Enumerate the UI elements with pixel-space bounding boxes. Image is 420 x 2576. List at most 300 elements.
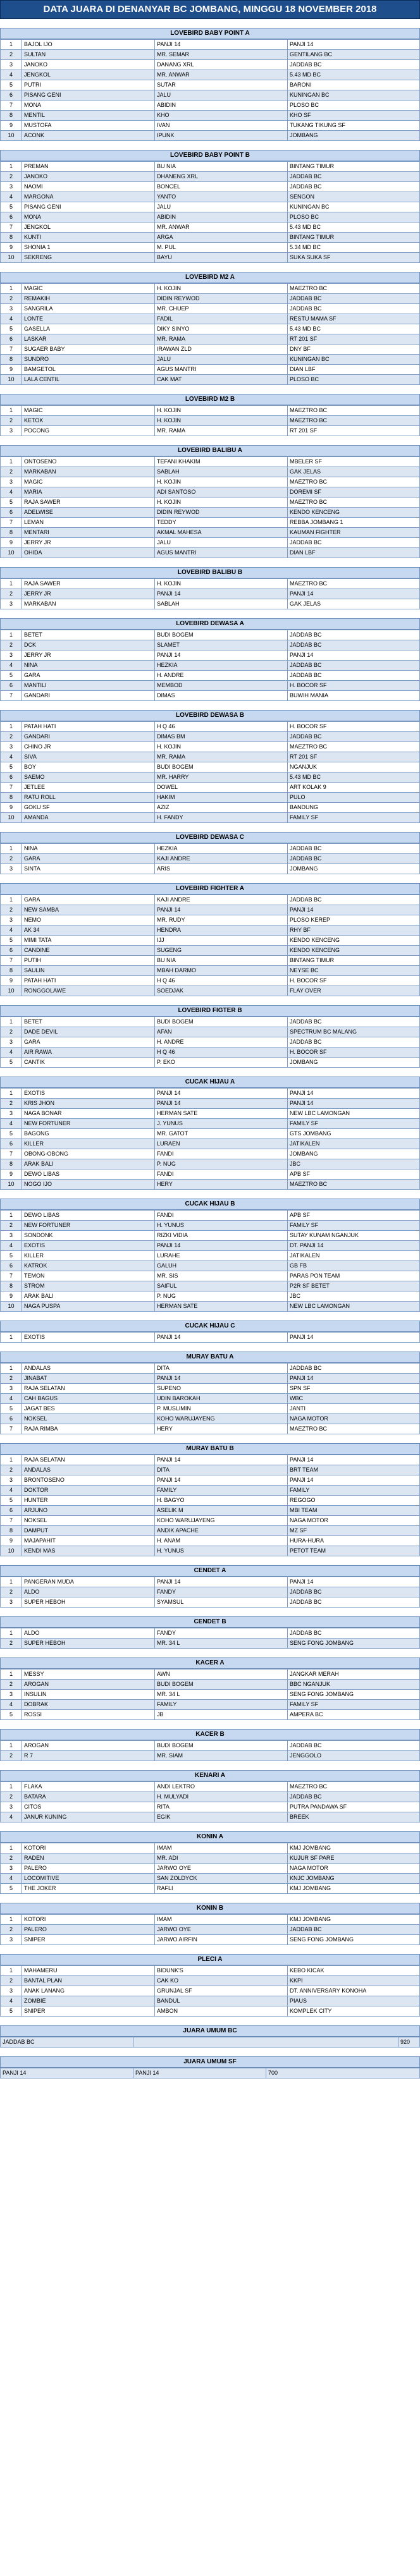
club-cell: KOMPLEK CITY: [288, 2006, 420, 2017]
bird-name-cell: HUNTER: [22, 1496, 155, 1506]
table-row: [1, 284, 420, 294]
table-row: [1, 1782, 420, 1792]
bird-name-cell: JERRY JR: [22, 538, 155, 548]
rank-cell: 8: [1, 966, 22, 976]
rank-cell: 4: [1, 1486, 22, 1496]
results-table: [0, 161, 420, 263]
results-table: [0, 843, 420, 874]
club-cell: SPN SF: [288, 1384, 420, 1394]
table-row: [1, 1271, 420, 1281]
club-cell: JADDAB BC: [288, 1587, 420, 1597]
results-table: [0, 1332, 420, 1343]
bird-name-cell: DADE DEVIL: [22, 1027, 155, 1037]
rank-cell: 9: [1, 803, 22, 813]
rank-cell: 3: [1, 1986, 22, 1996]
bird-name-cell: BATARA: [22, 1792, 155, 1802]
owner-cell: PANJI 14: [155, 1374, 288, 1384]
table-row: [1, 182, 420, 192]
points-cell: 920: [398, 2037, 420, 2048]
table-row: [1, 783, 420, 793]
table-row: [1, 1169, 420, 1180]
table-row: [1, 223, 420, 233]
club-cell: JOMBANG: [288, 131, 420, 141]
club-cell: KMJ JOMBANG: [288, 1915, 420, 1925]
rank-cell: 3: [1, 1384, 22, 1394]
club-cell: BINTANG TIMUR: [288, 162, 420, 172]
results-table: [0, 1016, 420, 1068]
bird-name-cell: MAGIC: [22, 406, 155, 416]
table-row: [1, 1180, 420, 1190]
club-cell: DIAN LBF: [288, 365, 420, 375]
table-row: [1, 1027, 420, 1037]
section-title: LOVEBIRD M2 A: [0, 272, 420, 283]
owner-cell: SLAMET: [155, 640, 288, 650]
rank-cell: 1: [1, 40, 22, 50]
club-cell: NEYSE BC: [288, 966, 420, 976]
rank-cell: 5: [1, 202, 22, 212]
bird-name-cell: PATAH HATI: [22, 722, 155, 732]
table-row: [1, 966, 420, 976]
owner-cell: BUDI BOGEM: [155, 630, 288, 640]
club-cell: SENGON: [288, 192, 420, 202]
club-cell: BINTANG TIMUR: [288, 233, 420, 243]
rank-cell: 8: [1, 1281, 22, 1291]
owner-cell: DITA: [155, 1364, 288, 1374]
club-cell: FAMILY: [288, 1486, 420, 1496]
table-row: [1, 1976, 420, 1986]
bird-name-cell: NAGA PUSPA: [22, 1302, 155, 1312]
results-table: [0, 1914, 420, 1945]
bird-name-cell: KRIS JHON: [22, 1099, 155, 1109]
bird-name-cell: AROGAN: [22, 1741, 155, 1751]
results-table: [0, 1781, 420, 1822]
rank-cell: 10: [1, 1546, 22, 1556]
rank-cell: 5: [1, 671, 22, 681]
table-row: [1, 2006, 420, 2017]
owner-cell: HEZKIA: [155, 661, 288, 671]
table-row: [1, 1915, 420, 1925]
club-cell: JADDAB BC: [288, 732, 420, 742]
bird-name-cell: SNIPER: [22, 2006, 155, 2017]
bird-name-cell: GANDARI: [22, 691, 155, 701]
section-title: KACER A: [0, 1657, 420, 1669]
rank-cell: 1: [1, 1843, 22, 1853]
table-row: [1, 131, 420, 141]
table-row: [1, 661, 420, 671]
bird-name-cell: JINABAT: [22, 1374, 155, 1384]
owner-cell: IVAN: [155, 121, 288, 131]
owner-cell: DIKY SINYO: [155, 324, 288, 334]
owner-cell: TEFANI KHAKIM: [155, 457, 288, 467]
club-cell: AMPERA BC: [288, 1710, 420, 1720]
club-cell: PANJI 14: [288, 650, 420, 661]
results-table: [0, 405, 420, 436]
rank-cell: 3: [1, 1690, 22, 1700]
table-row: [1, 691, 420, 701]
rank-cell: 1: [1, 457, 22, 467]
results-table: [0, 1210, 420, 1312]
rank-cell: 3: [1, 477, 22, 487]
club-cell: PANJI 14: [288, 1475, 420, 1486]
section-title: LOVEBIRD DEWASA A: [0, 618, 420, 630]
rank-cell: 7: [1, 1424, 22, 1434]
results-section: [0, 883, 420, 996]
table-row: [1, 1986, 420, 1996]
owner-cell: FAMILY: [155, 1486, 288, 1496]
owner-cell: ASELIK M: [155, 1506, 288, 1516]
owner-cell: H. BAGYO: [155, 1496, 288, 1506]
table-row: [1, 681, 420, 691]
bird-name-cell: MARGONA: [22, 192, 155, 202]
results-section: [0, 1657, 420, 1720]
bird-name-cell: DEWO LIBAS: [22, 1169, 155, 1180]
table-row: [1, 212, 420, 223]
table-row: [1, 599, 420, 609]
bird-name-cell: JENGKOL: [22, 223, 155, 233]
club-cell: KUNINGAN BC: [288, 202, 420, 212]
section-title: CUCAK HIJAU C: [0, 1321, 420, 1332]
table-row: [1, 1792, 420, 1802]
rank-cell: 1: [1, 284, 22, 294]
table-row: [1, 1261, 420, 1271]
owner-cell: HAKIM: [155, 793, 288, 803]
table-row: [1, 1874, 420, 1884]
table-row: [1, 1089, 420, 1099]
club-cell: JATIKALEN: [288, 1139, 420, 1149]
bird-name-cell: SAULIN: [22, 966, 155, 976]
team-cell: JADDAB BC: [1, 2037, 133, 2048]
owner-cell: RITA: [155, 1802, 288, 1812]
table-row: [1, 1109, 420, 1119]
table-row: [1, 1690, 420, 1700]
table-row: [1, 345, 420, 355]
club-cell: MAEZTRO BC: [288, 497, 420, 508]
club-cell: MAEZTRO BC: [288, 416, 420, 426]
bird-name-cell: ARAK BALI: [22, 1159, 155, 1169]
table-row: [1, 630, 420, 640]
club-cell: JADDAB BC: [288, 661, 420, 671]
table-row: [1, 1639, 420, 1649]
owner-cell: KHO: [155, 111, 288, 121]
table-row: [1, 1884, 420, 1894]
table-row: [1, 294, 420, 304]
rank-cell: 6: [1, 1139, 22, 1149]
bird-name-cell: GOKU SF: [22, 803, 155, 813]
rank-cell: 5: [1, 1129, 22, 1139]
table-row: [1, 1812, 420, 1822]
section-title: MURAY BATU B: [0, 1443, 420, 1455]
bird-name-cell: SEKRENG: [22, 253, 155, 263]
bird-name-cell: LALA CENTIL: [22, 375, 155, 385]
rank-cell: 4: [1, 1874, 22, 1884]
table-row: [1, 233, 420, 243]
rank-cell: 3: [1, 1231, 22, 1241]
table-row: [1, 375, 420, 385]
table-row: [1, 986, 420, 996]
bird-name-cell: ZOMBIE: [22, 1996, 155, 2006]
bird-name-cell: JAGAT BES: [22, 1404, 155, 1414]
bird-name-cell: DOBRAK: [22, 1700, 155, 1710]
section-title: CUCAK HIJAU A: [0, 1077, 420, 1088]
bird-name-cell: NAGA BONAR: [22, 1109, 155, 1119]
club-cell: JANTI: [288, 1404, 420, 1414]
owner-cell: MR. SIS: [155, 1271, 288, 1281]
bird-name-cell: RAJA SAWER: [22, 497, 155, 508]
rank-cell: 9: [1, 1291, 22, 1302]
section-title: KENARI A: [0, 1770, 420, 1781]
owner-cell: PANJI 14: [155, 905, 288, 915]
section-title: LOVEBIRD FIGTER B: [0, 1005, 420, 1016]
owner-cell: H. KOJIN: [155, 406, 288, 416]
club-cell: HURA-HURA: [288, 1536, 420, 1546]
rank-cell: 6: [1, 212, 22, 223]
bird-name-cell: INSULIN: [22, 1690, 155, 1700]
club-cell: PETOT TEAM: [288, 1546, 420, 1556]
results-table: [0, 1455, 420, 1556]
results-table: [0, 39, 420, 141]
bird-name-cell: ADELWISE: [22, 508, 155, 518]
club-cell: KAUMAN FIGHTER: [288, 528, 420, 538]
bird-name-cell: PREMAN: [22, 162, 155, 172]
bird-name-cell: PALERO: [22, 1925, 155, 1935]
table-row: [1, 579, 420, 589]
rank-cell: 2: [1, 1853, 22, 1864]
club-cell: BREEK: [288, 1812, 420, 1822]
rank-cell: 3: [1, 599, 22, 609]
rank-cell: 6: [1, 772, 22, 783]
results-section: [0, 1199, 420, 1312]
table-row: [1, 162, 420, 172]
bird-name-cell: NEW SAMBA: [22, 905, 155, 915]
owner-cell: RIZKI VIDIA: [155, 1231, 288, 1241]
rank-cell: 4: [1, 487, 22, 497]
owner-cell: FANDI: [155, 1211, 288, 1221]
overall-sf-table: [0, 2068, 420, 2079]
rank-cell: 4: [1, 70, 22, 80]
club-cell: DT. ANNIVERSARY KONOHA: [288, 1986, 420, 1996]
owner-cell: IJJ: [155, 936, 288, 946]
table-row: [1, 365, 420, 375]
club-cell: 5.43 MD BC: [288, 772, 420, 783]
results-section: [0, 445, 420, 558]
owner-cell: H. YUNUS: [155, 1221, 288, 1231]
bird-name-cell: GARA: [22, 895, 155, 905]
table-row: [1, 1017, 420, 1027]
rank-cell: 4: [1, 1812, 22, 1822]
bird-name-cell: KENDI MAS: [22, 1546, 155, 1556]
club-cell: KENDO KENCENG: [288, 936, 420, 946]
owner-cell: SUPENO: [155, 1384, 288, 1394]
owner-cell: DITA: [155, 1465, 288, 1475]
owner-cell: MR. HARRY: [155, 772, 288, 783]
table-row: [1, 905, 420, 915]
bird-name-cell: SHONIA 1: [22, 243, 155, 253]
bird-name-cell: NEW FORTUNER: [22, 1119, 155, 1129]
club-cell: MBELER SF: [288, 457, 420, 467]
club-cell: SENG FONG JOMBANG: [288, 1690, 420, 1700]
owner-cell: ABIDIN: [155, 212, 288, 223]
bird-name-cell: CITOS: [22, 1802, 155, 1812]
table-row: [1, 936, 420, 946]
rank-cell: 1: [1, 1455, 22, 1465]
owner-cell: PANJI 14: [155, 1455, 288, 1465]
rank-cell: 3: [1, 304, 22, 314]
club-cell: KEBO KICAK: [288, 1966, 420, 1976]
bird-name-cell: JETLEE: [22, 783, 155, 793]
owner-cell: H. KOJIN: [155, 477, 288, 487]
rank-cell: 7: [1, 345, 22, 355]
owner-cell: H Q 46: [155, 1047, 288, 1058]
table-row: [1, 80, 420, 90]
table-row: [1, 172, 420, 182]
club-cell: JADDAB BC: [288, 60, 420, 70]
rank-cell: 10: [1, 986, 22, 996]
results-section: [0, 1729, 420, 1761]
bird-name-cell: MARIA: [22, 487, 155, 497]
club-cell: KUJUR SF PARE: [288, 1853, 420, 1864]
table-row: [1, 1241, 420, 1251]
table-row: [1, 946, 420, 956]
section-title: LOVEBIRD M2 B: [0, 394, 420, 405]
club-cell: KHO SF: [288, 111, 420, 121]
bird-name-cell: AMANDA: [22, 813, 155, 823]
rank-cell: 6: [1, 946, 22, 956]
bird-name-cell: MIMI TATA: [22, 936, 155, 946]
table-row: [1, 1455, 420, 1465]
rank-cell: 10: [1, 1302, 22, 1312]
bird-name-cell: ROSSI: [22, 1710, 155, 1720]
club-cell: BRT TEAM: [288, 1465, 420, 1475]
owner-cell: H. MULYADI: [155, 1792, 288, 1802]
table-row: [1, 864, 420, 874]
table-row: [1, 1710, 420, 1720]
owner-cell: HERMAN SATE: [155, 1302, 288, 1312]
bird-name-cell: REMAKIH: [22, 294, 155, 304]
owner-cell: J. YUNUS: [155, 1119, 288, 1129]
rank-cell: 2: [1, 640, 22, 650]
bird-name-cell: GARA: [22, 1037, 155, 1047]
table-row: [1, 1374, 420, 1384]
bird-name-cell: SINTA: [22, 864, 155, 874]
bird-name-cell: NINA: [22, 844, 155, 854]
club-cell: MBI TEAM: [288, 1506, 420, 1516]
bird-name-cell: KILLER: [22, 1251, 155, 1261]
rank-cell: 2: [1, 1751, 22, 1761]
bird-name-cell: R 7: [22, 1751, 155, 1761]
table-row: [1, 1384, 420, 1394]
table-row: [1, 1486, 420, 1496]
results-table: [0, 456, 420, 558]
club-cell: 5.43 MD BC: [288, 223, 420, 233]
table-row: [1, 1231, 420, 1241]
rank-cell: 1: [1, 1211, 22, 1221]
rank-cell: 7: [1, 1516, 22, 1526]
rank-cell: 3: [1, 1037, 22, 1047]
table-row: [1, 976, 420, 986]
rank-cell: 2: [1, 1792, 22, 1802]
bird-name-cell: ANDALAS: [22, 1364, 155, 1374]
table-row: [1, 1058, 420, 1068]
club-cell: KNJC JOMBANG: [288, 1874, 420, 1884]
owner-cell: YANTO: [155, 192, 288, 202]
owner-cell: SUTAR: [155, 80, 288, 90]
table-row: [1, 1465, 420, 1475]
rank-cell: 9: [1, 1169, 22, 1180]
bird-name-cell: ANDALAS: [22, 1465, 155, 1475]
table-row: [1, 1139, 420, 1149]
club-cell: MAEZTRO BC: [288, 477, 420, 487]
rank-cell: 4: [1, 1119, 22, 1129]
bird-name-cell: MENTIL: [22, 111, 155, 121]
club-cell: JADDAB BC: [288, 182, 420, 192]
section-title: CENDET B: [0, 1616, 420, 1628]
rank-cell: 3: [1, 60, 22, 70]
table-row: [1, 1291, 420, 1302]
overall-bc-table: [0, 2037, 420, 2048]
bird-name-cell: BRONTOSENO: [22, 1475, 155, 1486]
owner-cell: MR. SIAM: [155, 1751, 288, 1761]
table-row: [1, 121, 420, 131]
table-row: [1, 1700, 420, 1710]
bird-name-cell: AK 34: [22, 925, 155, 936]
club-cell: H. BOCOR SF: [288, 722, 420, 732]
club-cell: JADDAB BC: [288, 304, 420, 314]
table-row: [1, 1996, 420, 2006]
club-cell: PANJI 14: [288, 1577, 420, 1587]
bird-name-cell: BANTAL PLAN: [22, 1976, 155, 1986]
club-cell: JADDAB BC: [288, 844, 420, 854]
club-cell: NGANJUK: [288, 762, 420, 772]
owner-cell: DIDIN REYWOD: [155, 294, 288, 304]
table-row: [1, 548, 420, 558]
results-section: [0, 567, 420, 609]
results-table: [0, 1843, 420, 1894]
rank-cell: 2: [1, 732, 22, 742]
rank-cell: 3: [1, 915, 22, 925]
club-cell: APB SF: [288, 1169, 420, 1180]
owner-cell: RAFLI: [155, 1884, 288, 1894]
rank-cell: 2: [1, 294, 22, 304]
club-cell: SPECTRUM BC MALANG: [288, 1027, 420, 1037]
table-row: [1, 1966, 420, 1976]
owner-cell: DHANENG XRL: [155, 172, 288, 182]
rank-cell: 5: [1, 80, 22, 90]
table-row: [1, 101, 420, 111]
bird-name-cell: SUPER HEBOH: [22, 1639, 155, 1649]
owner-cell: BONCEL: [155, 182, 288, 192]
results-table: [0, 1628, 420, 1649]
club-cell: PUTRA PANDAWA SF: [288, 1802, 420, 1812]
rank-cell: 7: [1, 1149, 22, 1159]
bird-name-cell: FLAKA: [22, 1782, 155, 1792]
table-row: [1, 589, 420, 599]
bird-name-cell: MAJAPAHIT: [22, 1536, 155, 1546]
bird-name-cell: MAGIC: [22, 284, 155, 294]
owner-cell: EGIK: [155, 1812, 288, 1822]
rank-cell: 1: [1, 1364, 22, 1374]
table-row: [1, 497, 420, 508]
table-row: [1, 793, 420, 803]
owner-cell: SOEDJAK: [155, 986, 288, 996]
owner-cell: FANDI: [155, 1149, 288, 1159]
rank-cell: 5: [1, 936, 22, 946]
bird-name-cell: RAJA SELATAN: [22, 1455, 155, 1465]
rank-cell: 3: [1, 1475, 22, 1486]
club-cell: KUNINGAN BC: [288, 90, 420, 101]
results-table: [0, 1363, 420, 1434]
rank-cell: 2: [1, 1099, 22, 1109]
results-section: [0, 1770, 420, 1822]
